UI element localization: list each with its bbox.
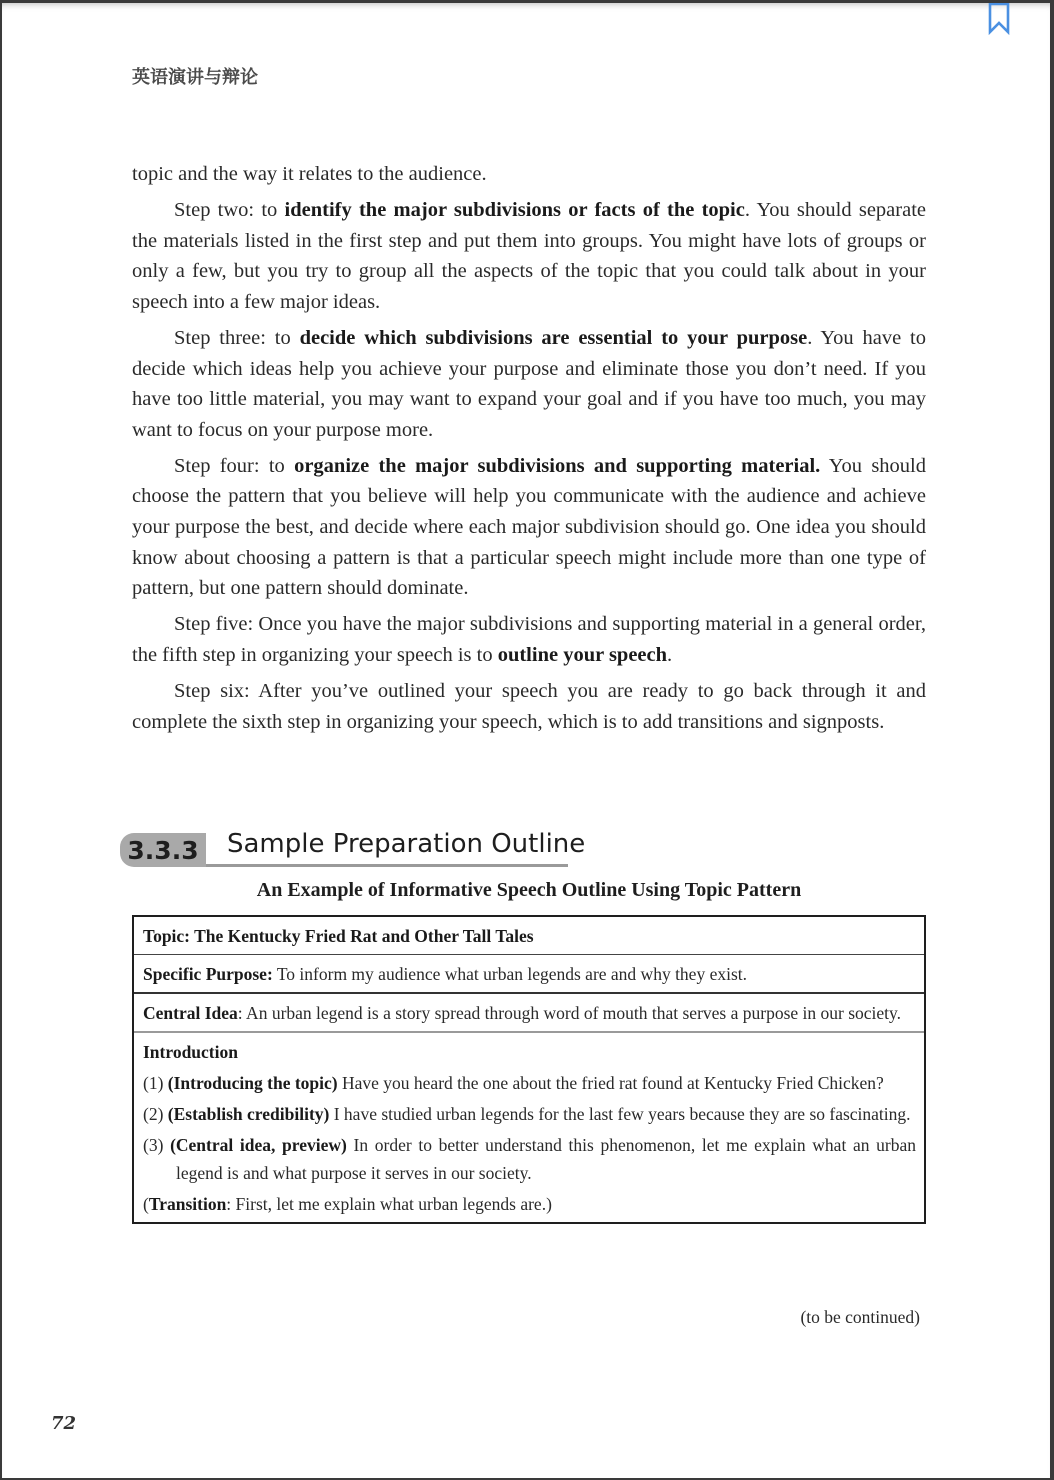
text-segment: Step two: to <box>174 199 285 222</box>
specific-purpose-text: To inform my audience what urban legends are and why they exist. <box>272 964 747 984</box>
paragraph-step-five <box>132 609 926 670</box>
document-page <box>2 3 1050 1478</box>
outline-table <box>132 915 926 1224</box>
body-text <box>132 159 926 743</box>
intro-item-3 <box>143 1131 916 1187</box>
intro-item-1 <box>143 1069 916 1097</box>
introduction-heading: Introduction <box>143 1042 238 1062</box>
bold-segment: outline your speech <box>497 643 668 666</box>
item-label: (Central idea, preview) <box>170 1135 347 1155</box>
section-heading <box>120 829 586 869</box>
text-segment: Step four: to <box>174 454 295 477</box>
text-segment: . You should separate the materials listed in the first step and put them into groups. You might have lots of groups or only a few, but you try to group all the aspects of the topic that you could talk about in your speech into a few major ideas. <box>132 199 926 313</box>
bold-segment: organize the major subdivisions and supporting material. <box>294 454 821 477</box>
text-segment: Step three: to <box>174 326 300 349</box>
topic-row <box>134 917 924 955</box>
item-text: In order to better understand this phenomenon, let me explain what an urban legend is and what purpose it serves in our society. <box>176 1135 916 1183</box>
central-idea-text: : An urban legend is a story spread through word of mouth that serves a purpose in our society. <box>237 1003 902 1023</box>
transition-text: : First, let me explain what urban legends are.) <box>226 1194 552 1214</box>
paren-open: ( <box>143 1194 149 1214</box>
item-text: Have you heard the one about the fried rat found at Kentucky Fried Chicken? <box>337 1073 884 1093</box>
item-text: I have studied urban legends for the last few years because they are so fascinating. <box>329 1104 911 1124</box>
text-segment: Step five: Once you have the major subdivisions and supporting material in a general order, the fifth step in organizing your speech is to <box>132 613 926 666</box>
text-segment: topic and the way it relates to the audience. <box>132 163 487 185</box>
item-label: (Establish credibility) <box>167 1104 330 1124</box>
text-segment: . <box>667 643 673 666</box>
text-segment: . You have to decide which ideas help you achieve your purpose and eliminate those you don’t need. If you have too little material, you may want to expand your goal and if you have too much, you may want to focus on your purpose more. <box>132 326 926 441</box>
page-number: 72 <box>51 1413 77 1434</box>
bookmark-icon[interactable] <box>986 3 1012 35</box>
bold-segment: identify the major subdivisions or facts of the topic <box>284 199 745 222</box>
specific-purpose-label: Specific Purpose: <box>143 964 273 984</box>
intro-item-2 <box>143 1100 916 1128</box>
specific-purpose-row <box>134 955 924 994</box>
paragraph-step-three <box>132 323 926 445</box>
central-idea-row <box>134 994 924 1033</box>
section-number: 3.3.3 <box>120 833 206 867</box>
text-segment: You should choose the pattern that you believe will help you communicate with the audience and achieve your purpose the best, and decide where each major subdivision should go. One idea you should know about choosing a pattern is that a particular speech might include more than one type of pattern, but one pattern should dominate. <box>132 454 926 600</box>
bold-segment: decide which subdivisions are essential to your purpose <box>299 326 808 349</box>
paragraph-step-four <box>132 451 926 604</box>
table-caption: An Example of Informative Speech Outline Using Topic Pattern <box>256 879 802 901</box>
paragraph-step-two <box>132 195 926 317</box>
item-number: (3) <box>143 1135 171 1155</box>
paragraph-continuation <box>132 159 926 190</box>
transition-label: Transition <box>148 1194 227 1214</box>
running-head: 英语演讲与辩论 <box>132 67 258 88</box>
continued-note: (to be continued) <box>800 1307 920 1327</box>
text-segment: Step six: After you’ve outlined your speech you are ready to go back through it and complete the sixth step in organizing your speech, which is to add transitions and signposts. <box>132 680 926 733</box>
paragraph-step-six <box>132 676 926 737</box>
section-title: Sample Preparation Outline <box>227 829 586 859</box>
central-idea-label: Central Idea <box>143 1003 238 1023</box>
item-number: (1) <box>143 1073 168 1093</box>
topic-label: Topic: The Kentucky Fried Rat and Other Tall Tales <box>143 926 534 946</box>
transition-line <box>143 1190 916 1218</box>
item-label: (Introducing the topic) <box>167 1073 338 1093</box>
introduction-row <box>134 1033 924 1222</box>
item-number: (2) <box>143 1104 168 1124</box>
section-rule <box>206 864 568 867</box>
